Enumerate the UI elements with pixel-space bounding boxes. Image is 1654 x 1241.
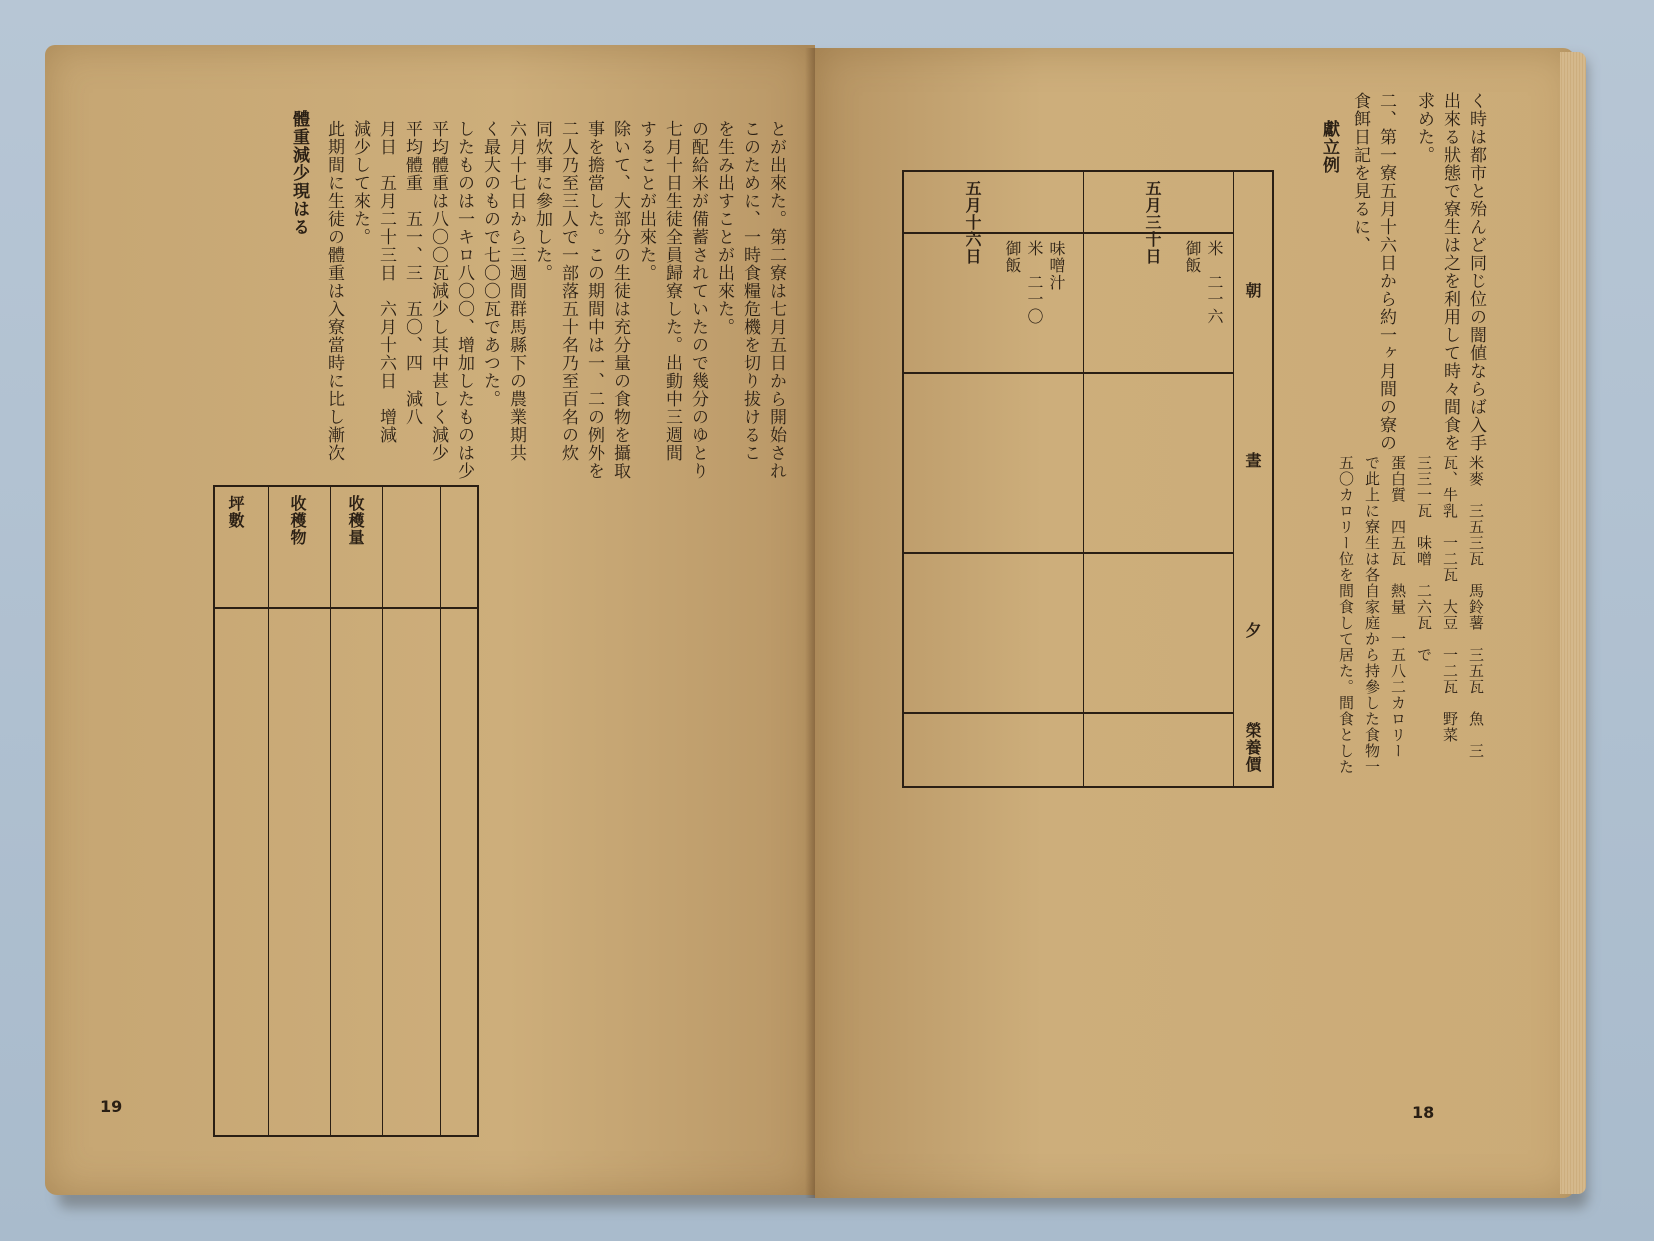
page-number-18: 18 xyxy=(1412,1103,1435,1122)
heading-menu-example: 獻立例 xyxy=(1319,120,1339,174)
menu-header-dinner: 夕 xyxy=(1243,622,1262,639)
text-line: で此上に寮生は各自家庭から持參した食物一 xyxy=(1363,455,1381,775)
text-line: く時は都市と殆んど同じ位の闇値ならば入手 xyxy=(1466,92,1486,452)
harvest-header-crop: 收穫物 xyxy=(288,495,307,546)
menu-item: 米 二一〇 xyxy=(1025,240,1044,325)
menu-item: 御飯 xyxy=(1003,240,1022,274)
text-line: 同炊事に參加した。 xyxy=(532,120,552,282)
menu-date-may16: 五月十六日 xyxy=(963,180,982,265)
text-line: 米麥 三五三瓦 馬鈴薯 三五瓦 魚 三 xyxy=(1467,455,1485,759)
text-line: 平均體重は八〇〇瓦減少し其中甚しく減少 xyxy=(428,120,448,462)
harvest-header-amount: 收穫量 xyxy=(346,495,365,546)
text-line: したものは一キロ八〇〇、增加したものは少 xyxy=(454,120,474,480)
menu-item: 味噌汁 xyxy=(1047,240,1066,291)
heading-weight-reduction: 體重減少現はる xyxy=(289,110,309,236)
text-line: 除いて、大部分の生徒は充分量の食物を攝取 xyxy=(610,120,630,480)
text-line: 七月十日生徒全員歸寮した。出動中三週間 xyxy=(662,120,682,462)
text-line: 六月十七日から三週間群馬縣下の農業期共 xyxy=(506,120,526,462)
text-line: を生み出すことが出來た。 xyxy=(714,120,734,336)
text-line: 二、第一寮五月十六日から約一ヶ月間の寮の xyxy=(1376,92,1396,452)
text-line: 月日 五月二十三日 六月十六日 增減 xyxy=(376,120,396,444)
text-line: 出來る狀態で寮生は之を利用して時々間食を xyxy=(1440,92,1460,452)
text-line: く最大のもので七〇〇瓦であつた。 xyxy=(480,120,500,408)
text-line: とが出來た。第二寮は七月五日から開始され xyxy=(766,120,786,480)
menu-header-lunch: 晝 xyxy=(1243,452,1262,469)
text-line: 三三一瓦 味噌 二六瓦 で xyxy=(1415,455,1433,663)
text-line: 減少して來た。 xyxy=(350,120,370,246)
menu-item: 米 二一六 xyxy=(1205,240,1224,325)
text-line: 求めた。 xyxy=(1414,92,1434,164)
menu-header-nutrition: 榮養價 xyxy=(1243,722,1262,773)
text-line: することが出來た。 xyxy=(636,120,656,282)
text-line: このために、一時食糧危機を切り拔けるこ xyxy=(740,120,760,462)
menu-date-may30: 五月三十日 xyxy=(1143,180,1162,265)
text-line: 平均體重 五一、三 五〇、四 減八 xyxy=(402,120,422,426)
text-line: の配給米が備蓄されていたので幾分のゆとり xyxy=(688,120,708,480)
text-line: 此期間に生徒の體重は入寮當時に比し漸次 xyxy=(324,120,344,462)
harvest-header-area: 坪數 xyxy=(226,495,245,529)
text-line: 事を擔當した。この期間中は一、二の例外を xyxy=(584,120,604,480)
text-line: 蛋白質 四五瓦 熱量 一五八二カロリー xyxy=(1389,455,1407,759)
text-line: 五〇カロリー位を間食して居た。間食とした xyxy=(1337,455,1355,775)
menu-header-breakfast: 朝 xyxy=(1243,282,1262,299)
text-line: 食餌日記を見るに、 xyxy=(1350,92,1370,254)
menu-table xyxy=(902,170,1274,788)
page-number-19: 19 xyxy=(100,1097,123,1116)
menu-item: 御飯 xyxy=(1183,240,1202,274)
text-line: 二人乃至三人で一部落五十名乃至百名の炊 xyxy=(558,120,578,462)
text-line: 瓦、牛乳 一二瓦 大豆 一二瓦 野菜 xyxy=(1441,455,1459,743)
